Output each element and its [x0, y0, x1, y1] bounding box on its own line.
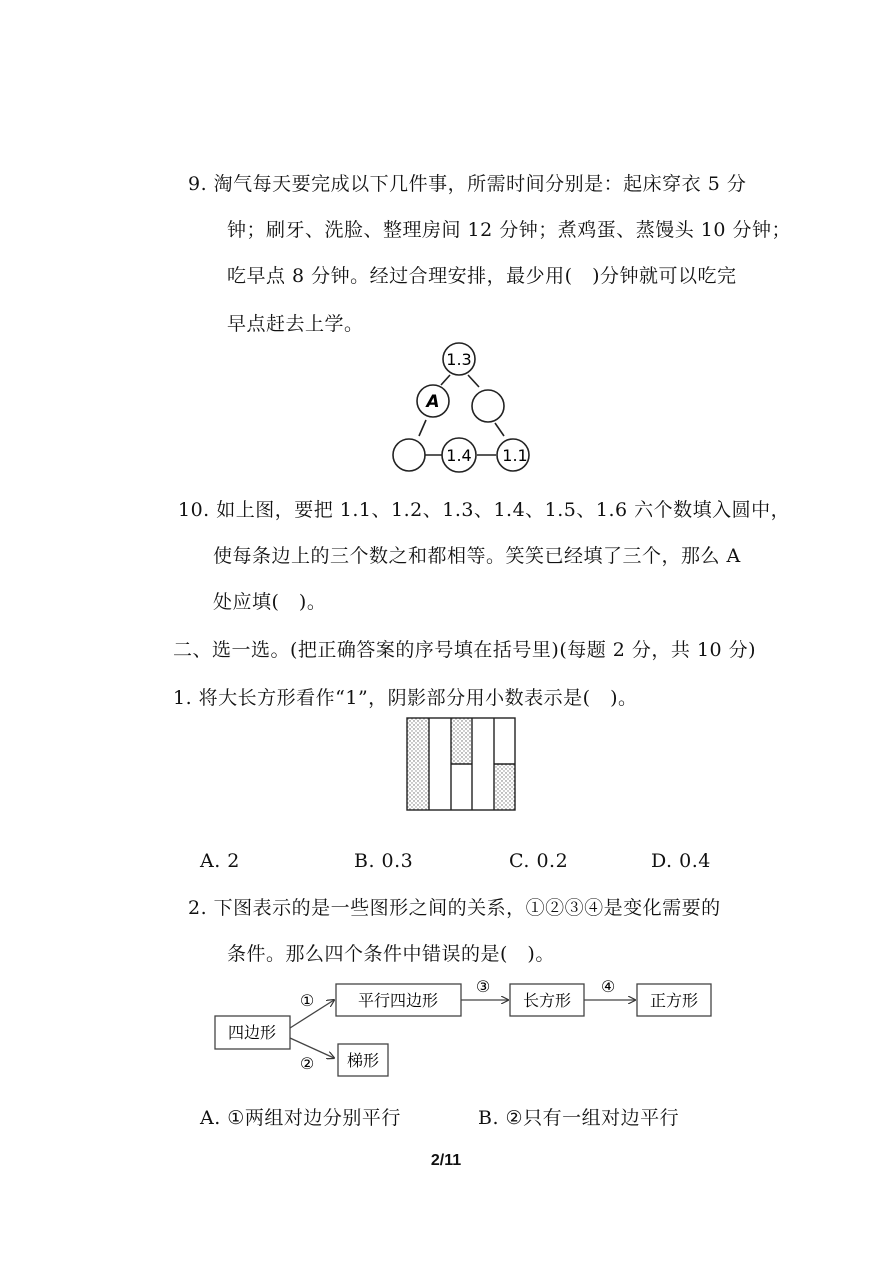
edge-right-lower	[495, 423, 504, 436]
s2q1-option-c: C. 0.2	[509, 850, 569, 872]
s2q1-option-d: D. 0.4	[651, 850, 711, 872]
q10-line-3: 处应填( )。	[213, 591, 327, 613]
s2q2-line-1: 2. 下图表示的是一些图形之间的关系，①②③④是变化需要的	[188, 897, 721, 919]
condition-2: ②	[299, 1054, 315, 1073]
circle-bottom-right-label: 1.1	[502, 446, 528, 465]
edge-top-right	[468, 375, 479, 387]
s2q1-option-b: B. 0.3	[354, 850, 414, 872]
s2q2-option-a: A. ①两组对边分别平行	[200, 1107, 401, 1129]
q10-line-2: 使每条边上的三个数之和都相等。笑笑已经填了三个，那么 A	[213, 545, 741, 567]
label-rectangle: 长方形	[522, 991, 572, 1010]
q10-line-1: 10. 如上图，要把 1.1、1.2、1.3、1.4、1.5、1.6 六个数填入圆中，	[178, 499, 791, 521]
shaded-half-strip-3	[451, 718, 472, 764]
label-square: 正方形	[649, 991, 699, 1010]
label-parallelogram: 平行四边形	[357, 991, 439, 1010]
shaded-strip-1	[407, 718, 429, 810]
shape-relation-diagram	[210, 976, 720, 1082]
q9-line-2: 钟；刷牙、洗脸、整理房间 12 分钟；煮鸡蛋、蒸馒头 10 分钟；	[227, 219, 792, 241]
shaded-half-strip-5	[494, 764, 515, 810]
q9-line-1: 9. 淘气每天要完成以下几件事，所需时间分别是：起床穿衣 5 分	[188, 173, 747, 195]
condition-3: ③	[475, 977, 491, 996]
circle-bottom-left	[393, 439, 425, 471]
q9-line-3: 吃早点 8 分钟。经过合理安排，最少用( )分钟就可以吃完	[227, 265, 737, 287]
q9-line-4: 早点赶去上学。	[227, 313, 364, 335]
circle-right-mid	[472, 390, 504, 422]
section-2-heading: 二、选一选。(把正确答案的序号填在括号里)(每题 2 分，共 10 分)	[173, 639, 757, 661]
label-quadrilateral: 四边形	[227, 1023, 277, 1042]
page-number: 2/11	[430, 1152, 462, 1169]
s2q2-option-b: B. ②只有一组对边平行	[478, 1107, 680, 1129]
circle-top-label: 1.3	[446, 350, 472, 369]
circle-bottom-mid-label: 1.4	[446, 446, 472, 465]
s2q1-option-a: A. 2	[200, 850, 240, 872]
condition-4: ④	[600, 977, 616, 996]
shaded-rectangle-figure	[405, 716, 517, 812]
condition-1: ①	[299, 991, 315, 1010]
s2q1-question: 1. 将大长方形看作“1”，阴影部分用小数表示是( )。	[173, 687, 638, 709]
edge-left-lower	[419, 420, 426, 436]
s2q2-line-2: 条件。那么四个条件中错误的是( )。	[227, 943, 555, 965]
label-trapezoid: 梯形	[346, 1051, 380, 1070]
circle-left-mid-label: A	[426, 392, 440, 412]
triangle-circle-diagram	[388, 340, 538, 476]
edge-top-left	[441, 375, 450, 385]
